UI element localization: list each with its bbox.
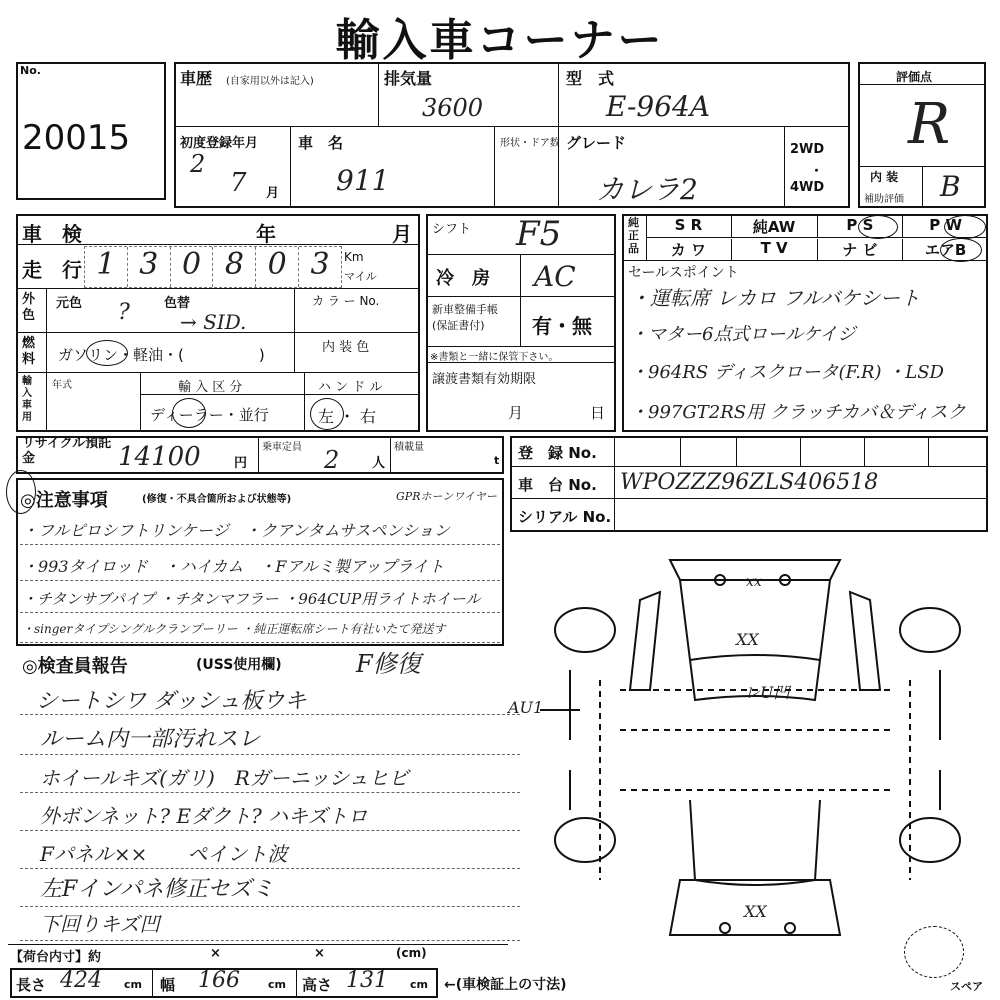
sales-point-line: ・997GT2RS用 クラッチカバ＆ディスク (630, 402, 966, 423)
sales-point-line: ・マター6点式ロールケイジ (630, 324, 856, 345)
notes-extra: GPRホーンワイヤー (396, 490, 497, 503)
orig-color-value: ? (118, 300, 130, 325)
mileage-unit-mile: マイル (344, 270, 377, 283)
color-change-value: → SID. (180, 310, 247, 334)
handle-selected-circle (310, 398, 344, 430)
equipment-tv: T V (732, 239, 818, 260)
cargo-unit: (cm) (396, 946, 427, 960)
cargo-label: 【荷台内寸】約 (10, 950, 102, 965)
capacity-label: 乗車定員 (262, 442, 302, 453)
interior-sub-label: 補助評価 (864, 194, 904, 205)
cargo-x2: × (314, 946, 325, 961)
fuel-side-label: 燃料 (22, 336, 36, 367)
notes-sub-label: (修復・不具合箇所および状態等) (142, 494, 292, 505)
mileage-label: 走 行 (22, 258, 82, 282)
inspector-line: 下回りキズ凹 (40, 912, 160, 936)
sales-point-line: ・964RS ディスクロータ(F.R) ・LSD (630, 362, 944, 383)
import-selected-circle (172, 398, 206, 428)
registration-no-label: 登 録 No. (518, 444, 597, 462)
load-unit: t (494, 454, 500, 467)
chassis-no-value: WPOZZZ96ZLS406518 (620, 470, 879, 495)
equipment-pw: P W (929, 216, 962, 234)
airbag-circle (940, 238, 982, 262)
inspector-line: ルーム内一部汚れスレ (40, 727, 261, 752)
transfer-month-unit: 月 (508, 404, 524, 422)
sales-point-line: ・運転席 レカロ フルバケシート (630, 286, 921, 310)
maintenance-options: 有・無 (532, 314, 592, 338)
sales-points-label: セールスポイント (628, 265, 739, 281)
capacity-value: 2 (324, 446, 340, 474)
transfer-label: 譲渡書類有効期限 (432, 372, 537, 387)
mileage-digit: 3 (310, 247, 330, 282)
inspector-line: Fパネル×× ペイント波 (40, 842, 288, 866)
history-label: 車歴 (180, 69, 213, 88)
recycle-value: 14100 (118, 442, 201, 472)
spare-label: スペア (950, 980, 983, 993)
handle-label: ハ ン ド ル (318, 380, 383, 395)
page-title: 輸入車コーナー (335, 15, 665, 66)
history-note: (自家用以外は記入) (226, 76, 314, 87)
interior-label: 内 装 (870, 170, 899, 184)
evaluation-label: 評価点 (896, 70, 933, 84)
grade-value: カレラ2 (596, 173, 698, 206)
number-value: 20015 (22, 118, 131, 158)
import-side-label: 輸入車用 (22, 376, 32, 423)
inspector-line: ホイールキズ(ガリ) Rガーニッシュヒビ (40, 766, 409, 790)
mileage-digits (84, 246, 342, 288)
notes-line: ・フルピロシフトリンケージ ・クアンタムサスペンション (22, 521, 450, 540)
ac-label: 冷 房 (436, 268, 490, 289)
maintenance-note: ※書類と一緒に保管下さい。 (430, 352, 559, 363)
fuel-selected-circle (86, 340, 128, 366)
transfer-day-unit: 日 (590, 404, 606, 422)
length-unit: cm (124, 978, 142, 991)
width-label: 幅 (160, 976, 176, 994)
car-damage-diagram (540, 540, 980, 960)
cargo-x1: × (210, 946, 221, 961)
height-value: 131 (346, 968, 388, 993)
diagram-xx-hood: XX (736, 630, 759, 649)
notes-line: ・singerタイプシングルクランプーリー ・純正運転席シート有社いたて発送す (22, 622, 446, 636)
import-kubun-label: 輸 入 区 分 (178, 380, 243, 395)
recycle-label: リサイクル預託金 (22, 436, 112, 466)
displacement-value: 3600 (422, 94, 484, 122)
drive-dot: ・ (810, 164, 824, 179)
inspection-year-unit: 年 (256, 222, 276, 246)
diagram-xx-top: xx (746, 574, 762, 590)
ac-value: AC (534, 260, 576, 293)
load-label: 積載量 (394, 442, 424, 453)
equipment-aw: 純AW (732, 216, 818, 237)
first-reg-label: 初度登録年月 (180, 136, 259, 151)
car-name-label: 車 名 (298, 134, 344, 152)
inspector-line: 外ボンネット? Eダクト? ハキズトロ (40, 804, 368, 828)
color-no-label: カ ラ ー No. (312, 294, 380, 308)
pw-circle (944, 215, 986, 239)
equipment-side-label: 純正品 (628, 216, 639, 255)
fuel-options: ガソリン・軽油・( ) (58, 346, 265, 364)
diagram-au1: AU1 (508, 698, 544, 717)
dimensions-note: ←(車検証上の寸法) (444, 977, 567, 993)
chassis-no-label: 車 台 No. (518, 476, 597, 494)
equipment-row-2 (646, 239, 988, 260)
mileage-digit: 8 (213, 247, 256, 287)
first-reg-year: 2 (190, 150, 206, 178)
mileage-unit-km: Km (344, 250, 364, 264)
diagram-roof: レU凹 (744, 683, 790, 702)
displacement-label: 排気量 (384, 69, 433, 88)
width-value: 166 (198, 968, 240, 993)
inspection-month-unit: 月 (392, 222, 412, 246)
serial-no-label: シリアル No. (518, 508, 612, 526)
orig-color-label: 元色 (56, 296, 83, 311)
color-change-label: 色替 (164, 296, 191, 311)
shift-label: シフト (432, 222, 472, 237)
height-label: 高さ (302, 976, 333, 994)
model-value: E-964A (606, 90, 711, 123)
first-reg-month-unit: 月 (266, 186, 280, 201)
inspector-sub-label: (USS使用欄) (196, 657, 282, 673)
equipment-ps: P S (818, 216, 904, 237)
drive-2wd: 2WD (790, 142, 825, 157)
inspector-label: ◎検査員報告 (22, 656, 128, 677)
inspector-line: 左Fインパネ修正セズミ (40, 877, 274, 902)
evaluation-score: R (908, 92, 951, 157)
capacity-unit: 人 (372, 456, 386, 471)
equipment-sr: S R (646, 216, 732, 237)
maintenance-label: 新車整備手帳 (保証書付) (432, 303, 498, 332)
grade-label: グレード (566, 134, 627, 152)
interior-value: B (940, 170, 961, 203)
diagram-xx-rear: XX (744, 902, 767, 921)
height-unit: cm (410, 978, 428, 991)
inspector-tag: F修復 (356, 650, 421, 678)
notes-line: ・993タイロッド ・ハイカム ・Fアルミ製アップライト (22, 557, 445, 576)
shift-value: F5 (516, 214, 562, 254)
notes-line: ・チタンサブパイプ ・チタンマフラー ・964CUP用ライトホイール (22, 590, 481, 608)
car-name-value: 911 (336, 164, 390, 197)
mileage-digit: 3 (128, 247, 171, 287)
interior-color-label: 内 装 色 (322, 340, 370, 355)
equipment-leather: カ ワ (646, 239, 732, 260)
equipment-row-1 (646, 216, 988, 237)
length-value: 424 (60, 968, 102, 993)
width-unit: cm (268, 978, 286, 991)
recycle-unit: 円 (234, 456, 248, 471)
import-year-label: 年式 (52, 380, 72, 391)
inspection-label: 車 検 (22, 222, 82, 246)
equipment-airbag: エアB (924, 241, 967, 259)
number-label: No. (20, 64, 41, 77)
ps-circle (858, 215, 898, 239)
mileage-digit: 0 (256, 247, 299, 287)
model-label: 型 式 (566, 69, 615, 88)
mileage-digit: 1 (85, 247, 128, 287)
notes-label: ◎注意事項 (20, 490, 108, 511)
doors-label: 形状・ドア数 (500, 138, 560, 149)
equipment-navi: ナ ビ (818, 239, 904, 260)
inspector-line: シートシワ ダッシュ板ウキ (36, 689, 307, 714)
import-kubun-value: ディーラー・並行 (150, 406, 269, 424)
first-reg-month: 7 (230, 168, 247, 198)
mileage-digit: 0 (171, 247, 214, 287)
handle-value: 左 ・ 右 (318, 407, 377, 426)
drive-4wd: 4WD (790, 180, 825, 195)
outer-color-side-label: 外色 (22, 292, 36, 323)
spare-tire-circle (904, 926, 964, 978)
length-label: 長さ (16, 976, 47, 994)
